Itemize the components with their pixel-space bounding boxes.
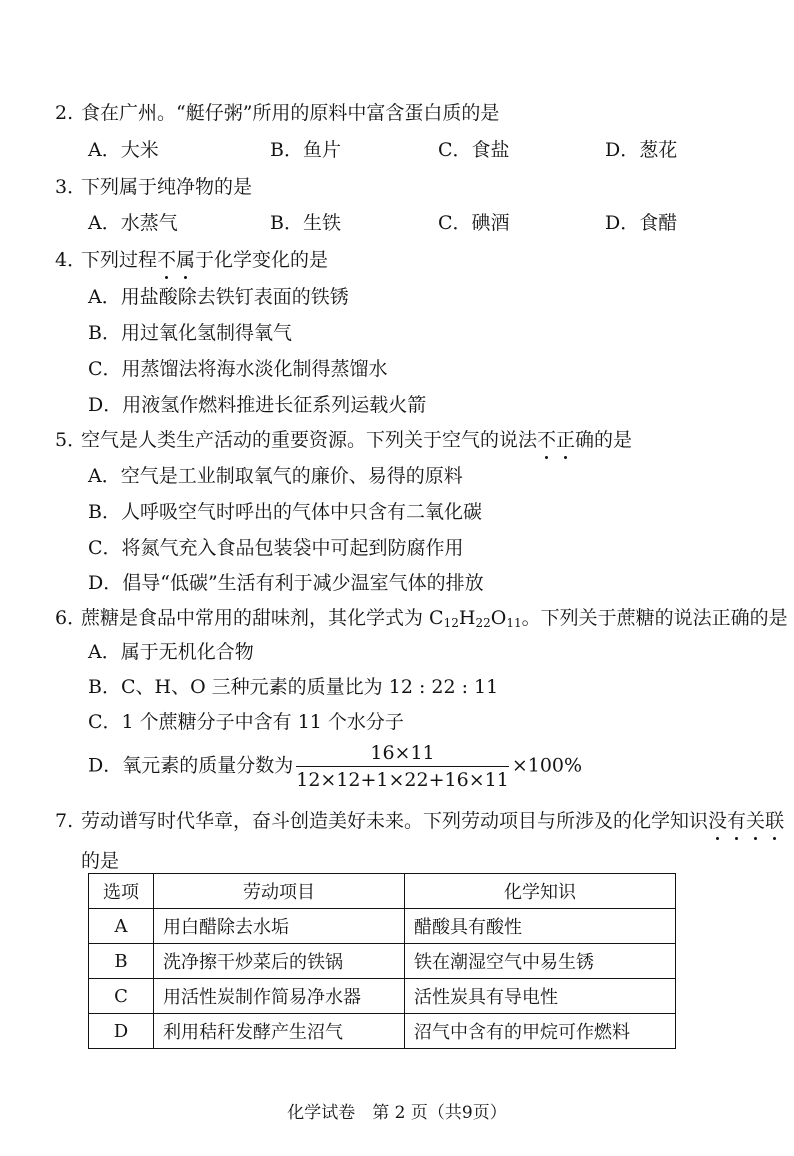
emphasis-char: 没 — [708, 806, 727, 833]
option-d: D．用液氢作燃料推进长征系列运载火箭 — [88, 394, 427, 416]
option-a: A．用盐酸除去铁钉表面的铁锈 — [88, 286, 349, 308]
option-d: D．葱花 — [605, 139, 678, 161]
header-task: 劳动项目 — [154, 874, 405, 909]
cell-option: A — [89, 909, 154, 944]
cell-knowledge: 铁在潮湿空气中易生锈 — [405, 944, 676, 979]
option-c: C．碘酒 — [438, 212, 510, 234]
question-stem-post: 确的是 — [575, 429, 633, 451]
question-number: 6． — [55, 607, 87, 629]
option-c: C．用蒸馏法将海水淡化制得蒸馏水 — [88, 358, 388, 380]
emphasis-char: 有 — [727, 806, 746, 833]
emphasis-char: 不 — [537, 425, 556, 452]
subscript: 22 — [475, 616, 491, 630]
numerator: 16×11 — [296, 742, 509, 767]
option-b: B．C、H、O 三种元素的质量比为 12 : 22 : 11 — [88, 676, 499, 698]
question-stem-line2: 的是 — [81, 850, 120, 872]
question-stem: 食在广州。“艇仔粥”所用的原料中富含蛋白质的是 — [81, 102, 500, 124]
emphasis-char: 属 — [176, 245, 195, 272]
cell-task: 用白醋除去水垢 — [154, 909, 405, 944]
option-b: B．鱼片 — [270, 139, 341, 161]
subscript: 11 — [506, 616, 522, 630]
subscript: 12 — [443, 616, 459, 630]
cell-knowledge: 醋酸具有酸性 — [405, 909, 676, 944]
option-a: A．水蒸气 — [88, 212, 178, 234]
option-d-pre: D．氧元素的质量分数为 — [88, 754, 294, 777]
cell-task: 用活性炭制作简易净水器 — [154, 979, 405, 1014]
question-7 — [55, 806, 784, 833]
cell-knowledge: 活性炭具有导电性 — [405, 979, 676, 1014]
question-6 — [55, 603, 788, 630]
question-number: 5． — [55, 429, 87, 451]
question-number: 4． — [55, 249, 87, 271]
option-d: D．倡导“低碳”生活有利于减少温室气体的排放 — [88, 572, 484, 594]
header-knowledge: 化学知识 — [405, 874, 676, 909]
table-row — [89, 909, 676, 944]
option-c: C．食盐 — [438, 139, 510, 161]
question-number: 3． — [55, 176, 87, 198]
cell-option: C — [89, 979, 154, 1014]
emphasis-char: 联 — [765, 806, 784, 833]
header-option: 选项 — [89, 874, 154, 909]
table-row — [89, 1014, 676, 1049]
question-number: 2. — [55, 102, 74, 124]
question-4 — [55, 245, 328, 272]
cell-task: 洗净擦干炒菜后的铁锅 — [154, 944, 405, 979]
option-d: D．食醋 — [605, 212, 678, 234]
question-stem-pre: 下列过程 — [81, 249, 158, 271]
question-stem-post: 于化学变化的是 — [195, 249, 329, 271]
cell-knowledge: 沼气中含有的甲烷可作燃料 — [405, 1014, 676, 1049]
option-a: A．大米 — [88, 139, 159, 161]
option-a: A．属于无机化合物 — [88, 641, 254, 663]
formula-element: O — [490, 607, 507, 629]
question-stem-post: 。下列关于蔗糖的说法正确的是 — [521, 607, 788, 629]
denominator: 12×12+1×22+16×11 — [296, 769, 509, 791]
table-header-row — [89, 874, 676, 909]
question-5 — [55, 425, 632, 452]
cell-option: B — [89, 944, 154, 979]
question-number: 7. — [55, 810, 74, 832]
page-footer: 化学试卷 第 2 页（共9页） — [287, 1103, 507, 1123]
table-row — [89, 944, 676, 979]
fraction — [296, 742, 509, 791]
table-row — [89, 979, 676, 1014]
emphasis-char: 正 — [556, 425, 575, 452]
option-b: B．用过氧化氢制得氧气 — [88, 322, 292, 344]
question-stem-pre: 劳动谱写时代华章，奋斗创造美好未来。下列劳动项目与所涉及的化学知识 — [81, 810, 709, 832]
option-c: C．1 个蔗糖分子中含有 11 个水分子 — [88, 711, 404, 733]
option-b: B．生铁 — [270, 212, 341, 234]
option-d — [88, 742, 582, 791]
question-stem: 下列属于纯净物的是 — [81, 176, 253, 198]
cell-task: 利用秸秆发酵产生沼气 — [154, 1014, 405, 1049]
option-a: A．空气是工业制取氧气的廉价、易得的原料 — [88, 465, 463, 487]
option-c: C．将氮气充入食品包装袋中可起到防腐作用 — [88, 537, 464, 559]
option-b: B．人呼吸空气时呼出的气体中只含有二氧化碳 — [88, 501, 482, 523]
emphasis-char: 关 — [746, 806, 765, 833]
question-2 — [55, 98, 499, 125]
formula-element: H — [458, 607, 476, 629]
cell-option: D — [89, 1014, 154, 1049]
option-d-post: ×100% — [511, 754, 583, 777]
labor-knowledge-table — [88, 873, 676, 1049]
question-stem-pre: 空气是人类生产活动的重要资源。下列关于空气的说法 — [81, 429, 538, 451]
question-stem-pre: 蔗糖是食品中常用的甜味剂，其化学式为 C — [81, 607, 444, 629]
question-3 — [55, 172, 252, 199]
emphasis-char: 不 — [157, 245, 176, 272]
